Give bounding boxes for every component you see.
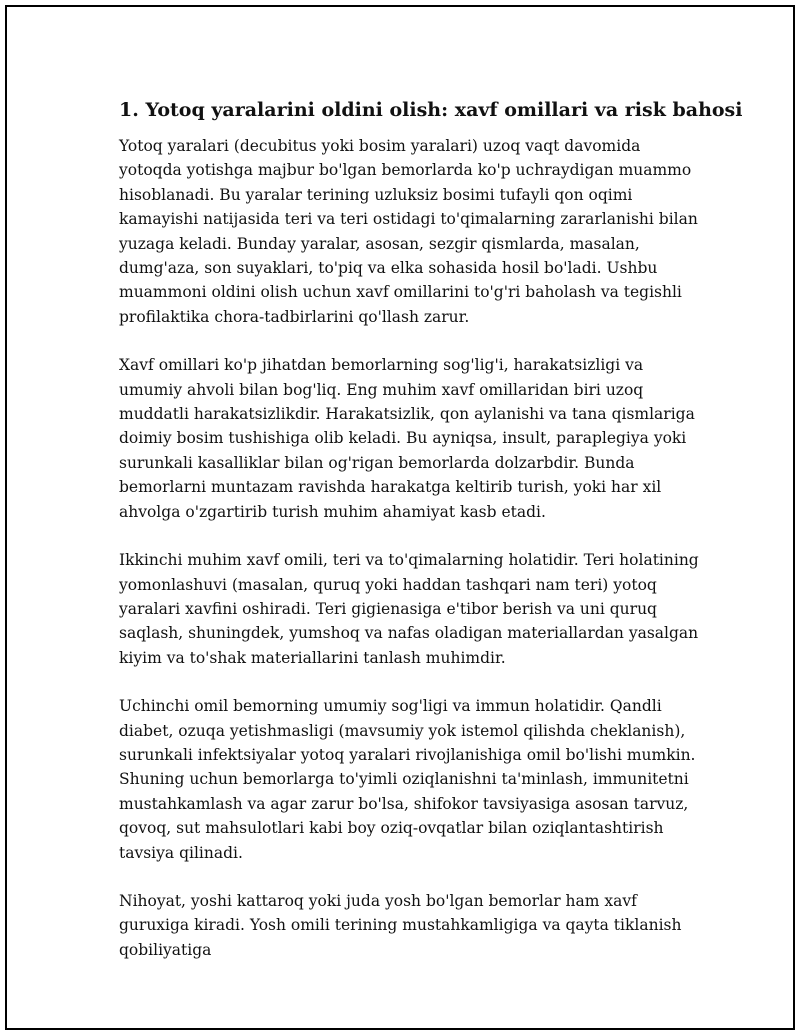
section-title: 1. Yotoq yaralarini oldini olish: xavf omillari va risk bahosi — [119, 99, 743, 121]
paragraph-5: Nihoyat, yoshi kattaroq yoki juda yosh bo'lgan bemorlar ham xavf guruxiga kiradi. Yosh omili terining mustahkamligiga va qayta tiklanish qobiliyatiga — [119, 891, 682, 959]
page-frame — [5, 5, 795, 1030]
paragraph-3: Ikkinchi muhim xavf omili, teri va to'qimalarning holatidir. Teri holatining yomonlashuvi (masalan, quruq yoki haddan tashqari nam teri) yotoq yaralari xavfini oshiradi. Teri gigienasiga e'tibor berish va uni quruq saqlash, shuningdek, yumshoq va nafas oladigan materiallardan yasalgan kiyim va to'shak materiallarini tanlash muhimdir. — [119, 551, 699, 667]
paragraph-1: Yotoq yaralari (decubitus yoki bosim yaralari) uzoq vaqt davomida yotoqda yotishga majbur bo'lgan bemorlarda ko'p uchraydigan muammo hisoblanadi. Bu yaralar terining uzluksiz bosimi tufayli qon oqimi kamayishi natijasida teri va teri ostidagi to'qimalarning zararlanishi bilan yuzaga keladi. Bunday yaralar, asosan, sezgir qismlarda, masalan, dumg'aza, son suyaklari, to'piq va elka sohasida hosil bo'ladi. Ushbu muammoni oldini olish uchun xavf omillarini to'g'ri baholash va tegishli profilaktika chora-tadbirlarini qo'llash zarur. — [119, 137, 698, 326]
paragraph-4: Uchinchi omil bemorning umumiy sog'ligi va immun holatidir. Qandli diabet, ozuqa yetishmasligi (mavsumiy yok istemol qilishda cheklanish), surunkali infektsiyalar yotoq yaralari rivojlanishiga omil bo'lishi mumkin. Shuning uchun bemorlarga to'yimli oziqlanishni ta'minlash, immunitetni mustahkamlash va agar zarur bo'lsa, shifokor tavsiyasiga asosan tarvuz, qovoq, sut mahsulotlari kabi boy oziq-ovqatlar bilan oziqlantashtirish tavsiya qilinadi. — [119, 697, 696, 862]
document-body — [119, 97, 743, 986]
paragraph-2: Xavf omillari ko'p jihatdan bemorlarning sog'lig'i, harakatsizligi va umumiy ahvoli bilan bog'liq. Eng muhim xavf omillaridan biri uzoq muddatli harakatsizlikdir. Harakatsizlik, qon aylanishi va tana qismlariga doimiy bosim tushishiga olib keladi. Bu ayniqsa, insult, paraplegiya yoki surunkali kasalliklar bilan og'rigan bemorlarda dolzarbdir. Bunda bemorlarni muntazam ravishda harakatga keltirib turish, yoki har xil ahvolga o'zgartirib turish muhim ahamiyat kasb etadi. — [119, 356, 695, 521]
